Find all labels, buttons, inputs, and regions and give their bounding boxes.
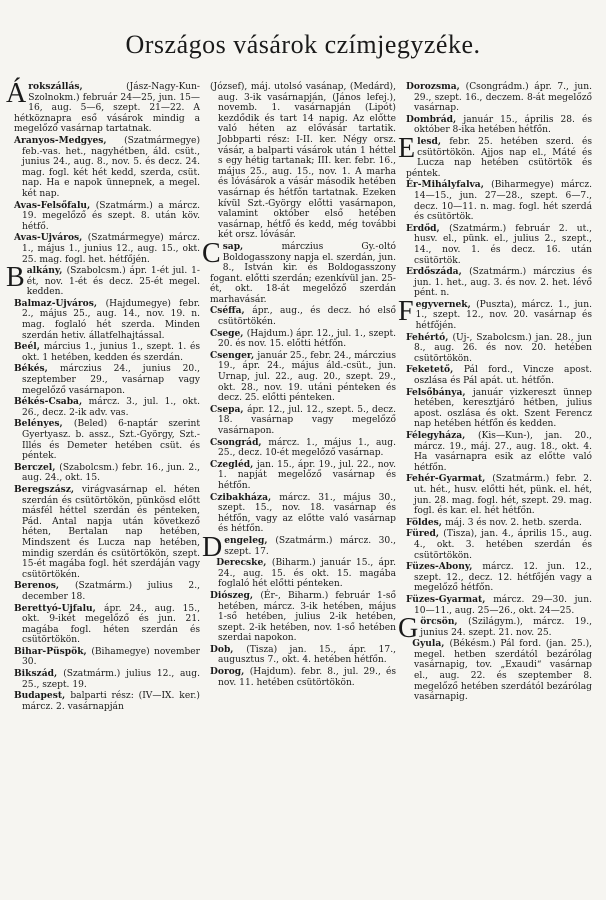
market-dates: (Ér-, Biharm.) február 1-ső hetében, márcz. 3-ik hetében, május 1-ső hetében, julius 2-ik hetében, szept. 2-ik hetében, nov. 1-ső hetében szerdai napokon. [218,590,396,644]
market-entry [210,329,396,350]
market-dates: (Kis—Kun-), jan. 20., márcz. 19., máj. 27., aug. 18., okt. 4. Ha vasárnapra esik az előtte való hétfőn. [414,431,592,473]
market-dates: (Szatmárm.) julius 2., december 18. [22,581,200,602]
drop-cap: E [398,132,416,164]
market-entry [14,364,200,396]
market-dates: máj. 3 és nov. 2. hetb. szerda. [445,517,582,528]
market-dates: márcz. 1., május 1., aug. 25., decz. 10-ét megelőző vasárnap. [218,437,396,459]
market-entry [14,136,200,200]
town-name: Beregszász, [14,483,82,495]
market-entry [406,639,592,703]
market-entry [406,267,592,299]
market-entry [14,647,200,668]
town-name: Földes, [406,516,446,528]
market-dates: márcz. 12. jun. 12., szept. 12., decz. 12. hétfőjén vagy a megelőző hétfőn. [414,562,592,594]
market-entry [406,180,592,222]
market-dates: (Szatmárm.) márczius és jun. 1. het., aug. 3. és nov. 2. het. lévő pént. n. [414,267,593,299]
market-entry [210,558,396,590]
town-name: Feketető, [406,364,464,376]
market-dates: virágvasárnap el. héten szerdán és csütörtökön, pünkösd előtt másfél héttel szerdán és pénteken, Pád. Antal napja után következő héten, Bertalan nap hetében, Mindszent és Lucza nap hetében, mindig szerdán és csütörtökön, szept. 15-ét magába fogl. hét szerdáján vagy csütörtökén. [22,484,200,580]
town-name: Bikszád, [14,668,64,680]
town-name: Bihar-Püspök, [14,645,92,657]
market-entry [406,431,592,473]
market-dates: (Tisza), jan. 4., április 15., aug. 4., okt. 3. hetében szerdán és csütörtökön. [414,529,592,561]
market-entry [202,237,396,306]
market-entry [406,388,592,430]
market-entry [210,645,396,666]
market-entry [406,562,592,594]
town-name: Avas-Ujváros, [14,232,88,244]
town-name: Dorozsma, [406,81,466,92]
market-dates: (Szilágym.), márcz. 19., junius 24. szept. 21. nov. 25. [420,617,592,638]
market-dates: (Szatmármegye) feb.-vas. het., nagyhétben, áld. csüt., junius 24., aug. 8., nov. 5. és decz. 24. mag. fogl. két hét kedd, szerda, csüt. nap. Ha e napok ünnepnek, a megel. két nap. [22,135,200,199]
market-entry [406,518,592,529]
market-entry [406,224,592,266]
drop-cap: C [202,237,221,269]
market-entry [406,365,592,386]
market-dates: (Hajdumegye) febr. 2., május 25., aug. 14., nov. 19. n. mag. foglaló hét szerda. Minden szerdán hetiv. állatfelhajtással. [22,298,200,341]
market-dates: január vizkereszt ünnep hetében, keresztjáró hétben, julius apost. oszlása és okt. Szent Ferencz nap hetében hétfőn és kedden. [414,387,592,430]
market-entry [14,201,200,233]
market-dates: (Szabolcsm.) febr. 16., jun. 2., aug. 24., okt. 15. [22,462,200,484]
town-name: Csenger, [210,349,258,361]
market-entry [14,691,200,712]
market-dates: (Szatmárm.) február 2. ut., husv. el., pünk. el., julius 2., szept., 14., nov. 1. és decz. 16. után csütörtök. [414,223,592,266]
town-name: Avas-Felsőfalu, [14,199,96,211]
market-dates: (Beled) 6-naptár szerint Gyertyasz. b. assz., Szt.-György, Szt.-Illés és Demeter hetében csüt. és péntek. [22,419,200,462]
town-name: Csongrád, [210,436,269,448]
market-dates: (Hajdum). febr. 8., jul. 29., és nov. 11. hetében csütörtökön. [218,667,397,688]
market-dates: (Csongrádm.) ápr. 7., jun. 29., szept. 16., deczem. 8-át megelőző vasárnap. [414,82,592,114]
town-name: engeleg, [224,534,276,546]
market-dates: (Uj-, Szabolcsm.) jan. 28., jun 8., aug. 26. és nov. 20. hetében csütörtökön. [414,332,593,364]
market-entry [406,474,592,516]
market-dates: (Biharm.) január 15., ápr. 24., aug. 15. és okt. 15. magába foglaló hét előtti pénteken. [218,558,396,590]
market-dates: (József), máj. utolsó vasánap, (Medárd), aug. 3-ik vasárnapján, (János lefej.), novemb. 1. vasárnapján (Lipót) kezdődik és tart 14 napig. Az előtte való héten az elővásár tartatik. Jobbparti rész: I-II. ker. Négy orsz. vásár, a balparti vásárok után 1 héttel s egy hétig tartanak; III. ker. febr. 16., május 25., aug. 15., nov. 1. A marha és lóvásárok a vásár második hetében vasárnap és hétfőn tartatnak. Ezeken kívül Szt.-György előtti vasárnapon, valamint október első hetében vasárnap, hétfő és kedd, még további két orsz. lóvásár. [210,82,396,241]
column-2 [202,82,397,713]
market-entry [14,581,200,602]
drop-cap: D [202,531,223,563]
town-name: Békés, [14,363,60,375]
market-dates: (Szatmárm.) márcz. 30., szept. 17. [224,535,396,557]
market-dates: (Puszta), márcz. 1., jun. 1., szept. 12., nov. 20. vasárnap és hétfőjén. [415,299,592,332]
town-name: Fehértó, [406,331,453,343]
market-dates: Pál ford., Vincze apost. oszlása és Pál apát. ut. hétfőn. [414,365,592,387]
market-dates: ápr., aug., és decz. hó első csütörtökén. [218,306,396,328]
market-entry [14,419,200,461]
market-dates: balparti rész: (IV—IX. ker.) márcz. 2. vasárnapján [22,691,200,712]
market-dates: (Szatmárm.) julius 12., aug. 25., szept. 19. [22,669,200,690]
town-name: Békés-Csaba, [14,396,89,408]
market-entry [406,333,592,365]
market-dates: (Szabolcsm.) ápr. 1-ét jul. 1-ét, nov. 1-ét és decz. 25-ét megel. kedden. [26,266,200,298]
market-dates: (Biharmegye) márcz. 14—15., jun. 27—28., szept. 6—7., decz. 10—11. n. mag. fogl. hét szerdá és csütörtök. [414,180,592,223]
town-name: sap, [222,240,282,252]
market-entry [14,342,200,363]
columns [6,78,593,713]
market-dates: febr. 25. hetében szerd. és csütörtökön. Ajjos nap el., Máté és Lucza nap hetében csütörtök és péntek. [406,136,592,179]
drop-cap: Á [6,78,27,109]
market-dates: (Bihamegye) november 30. [22,646,200,668]
drop-cap: G [398,613,419,645]
town-name: Dombrád, [406,113,464,125]
town-name: lesd, [417,135,450,147]
market-dates: ápr. 12., jul. 12., szept. 5., decz. 18. vasárnap vagy megelőző vasárnapon. [218,404,396,436]
market-entry [210,460,396,492]
market-dates: (Szatmárm.) a márcz. 19. megelőző és szept. 8. után köv. hétfő. [22,200,201,232]
market-dates: (Szatmárm.) febr. 2. ut. hét., husv. előtti hét, pünk. el. hét, jun. 28. mag. fogl. hét, szept. 29. mag. fogl. és kar. el. hét hétfőn. [414,474,592,517]
market-entry [406,115,592,136]
drop-cap: B [6,262,25,294]
town-name: Füzes-Gyarmat, [406,593,494,605]
market-entry [210,438,396,459]
town-name: Csepa, [210,403,248,415]
town-name: alkány, [26,265,67,277]
town-name: Aranyos-Medgyes, [14,134,125,146]
market-dates: január 15., április 28. és október 8-ika hetében hétfőn. [414,114,592,136]
market-entry [210,82,396,241]
market-entry [210,405,396,437]
town-name: Balmaz-Ujváros, [14,297,106,309]
town-name: Diószeg, [210,589,261,601]
town-name: Ér-Mihályfalva, [406,179,492,191]
town-name: örcsön, [420,616,469,628]
market-dates: március 1., junius 1., szept. 1. és okt. 1 hetében, kedden és szerdán. [22,342,200,363]
town-name: Belényes, [14,418,74,430]
market-entry [14,485,200,580]
column-3 [398,81,593,713]
town-name: Derecske, [216,557,272,569]
market-dates: márczius Gy.-oltó Boldogasszony napja el. szerdán, jun. 8., István kir. és Boldogasszony fogant. előtti szerdán; ezenkívül jan. 25-ét, okt. 18-át megelőző szerdán marhavásár. [210,241,396,305]
market-entry [406,529,592,561]
town-name: Beél, [14,341,44,353]
market-entry [210,351,396,404]
market-dates: (Jász-Nagy-Kun-Szolnokm.) február 24—25, jun. 15—16, aug. 5—6, szept. 21—22. A hétköznapra eső vásárok mindig a megelőző vasárnap tartatnak. [14,82,200,135]
market-entry [210,493,396,535]
market-entry [6,78,200,135]
town-name: Csege, [210,327,247,339]
town-name: Dob, [210,643,247,655]
market-dates: jan. 15., ápr. 19., jul. 22., nov. 1. napját megelőző vasárnap és hétfőn. [218,459,396,491]
town-name: Füred, [406,528,444,540]
drop-cap: F [398,295,414,327]
market-entry [14,604,200,646]
town-name: Cséffa, [210,305,253,317]
market-entry [398,295,592,332]
town-name: Czegléd, [210,458,257,470]
market-dates: (Hajdum.) ápr. 12., jul. 1., szept. 20. és nov. 15. előtti hétfőn. [218,328,396,350]
market-entry [6,262,200,298]
town-name: Füzes-Abony, [406,561,483,573]
market-entry [14,397,200,418]
town-name: rokszállás, [28,81,127,92]
market-entry [210,591,396,644]
market-dates: január 25., febr. 24., márczius 19., ápr. 24., május áld.-csüt., jun. Urnap, jul. 22., aug. 20., szept. 29., okt. 28., nov. 19. utáni pénteken és decz. 25. előtti pénteken. [218,350,396,404]
market-dates: (Szatmármegye) márcz. 1., május 1., junius 12., aug. 15., okt. 25. mag. fogl. het. hétfőjén. [22,233,200,265]
market-dates: (Békésm.) Pál ford. (jan. 25.), megel. hetben szerdától bezárólag vasárnapig, tov. „Exaudi“ vasárnap el., aug. 22. és szeptember 8. megelőző hetében szerdától bezárólag vasárnapig. [414,639,593,703]
town-name: Erdőd, [406,222,450,234]
town-name: Félegyháza, [406,430,479,441]
market-entry [210,306,396,327]
market-entry [210,667,396,688]
town-name: Czibakháza, [210,491,280,503]
market-entry [14,233,200,265]
town-name: egyvernek, [415,298,477,310]
town-name: Berenos, [14,580,75,592]
market-dates: márczius 24., junius 20., szeptember 29., vasárnap vagy megelőző vasárnapon. [22,364,200,396]
town-name: Berettyó-Ujfalu, [14,602,105,614]
market-entry [398,132,592,179]
market-entry [14,299,200,341]
market-dates: (Tisza) jan. 15., ápr. 17., augusztus 7., okt. 4. hetében hétfőn. [218,644,396,666]
town-name: Erdőszáda, [406,266,470,278]
market-dates: márcz. 31., május 30., szept. 15., nov. 18. vasárnap és hétfőn, vagy az előtte való vasárnap és hétfőn. [218,492,396,535]
town-name: Berczel, [14,461,60,473]
page-title: Országos vásárok czímjegyzéke. [125,30,481,59]
market-dates: ápr. 24., aug. 15., okt. 9-ikét megelőző és jun. 21. magába fogl. héten szerdán és csütörtökön. [22,603,201,646]
town-name: Dorog, [210,666,250,678]
column-1 [6,78,201,713]
market-dates: márcz. 3., jul. 1., okt. 26., decz. 2-ik adv. vas. [22,397,200,418]
market-entry [14,669,200,690]
town-name: Felsőbánya, [406,386,473,398]
market-entry [406,595,592,616]
market-entry [14,463,200,484]
market-entry [406,82,592,114]
town-name: Fehér-Gyarmat, [406,473,493,485]
town-name: Gyula, [412,638,450,650]
town-name: Budapest, [14,690,71,702]
market-dates: márcz. 29—30. jun. 10—11., aug. 25—26., okt. 24—25. [414,594,592,616]
